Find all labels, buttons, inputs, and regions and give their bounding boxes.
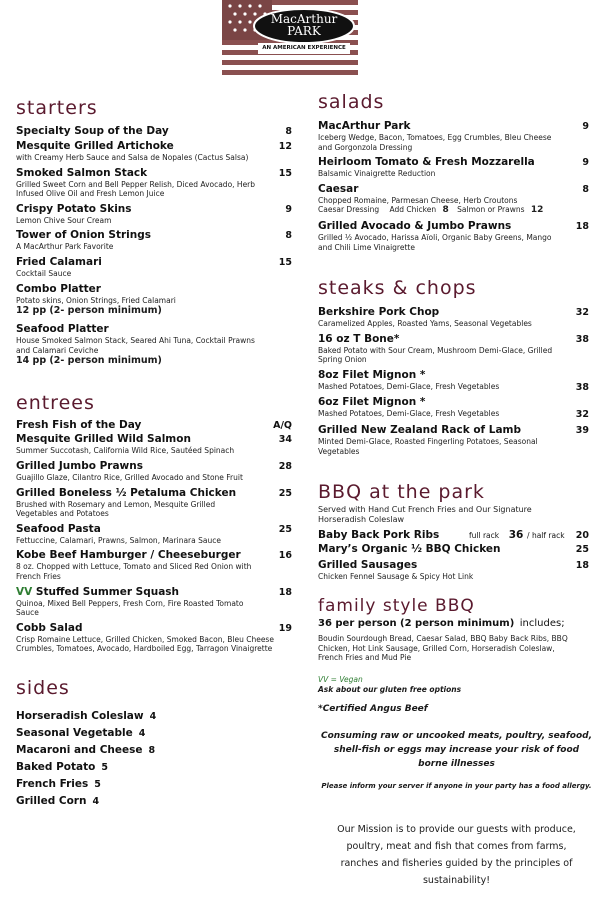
- item-name: Cobb Salad: [16, 621, 83, 634]
- sides-list: [16, 708, 298, 810]
- menu-item: [318, 220, 595, 252]
- item-desc: Baked Potato with Sour Cream, Mushroom Demi-Glace, Grilled Spring Onion: [318, 345, 553, 365]
- menu-item: [318, 333, 595, 365]
- right-column: [318, 91, 595, 889]
- item-desc: Potato skins, Onion Strings, Fried Calamari: [16, 295, 176, 305]
- full-rack-price: 36: [508, 528, 524, 541]
- item-name: 16 oz T Bone*: [318, 332, 400, 345]
- gluten-note: Ask about our gluten free options: [318, 684, 462, 694]
- item-price: 38: [575, 381, 589, 393]
- item-price: 18: [278, 586, 292, 598]
- item-name: Stuffed Summer Squash: [32, 585, 180, 598]
- angus-note: *Certified Angus Beef: [318, 703, 428, 714]
- item-name: MacArthur Park: [318, 120, 411, 132]
- menu-item: [16, 433, 298, 456]
- item-name: Seasonal Vegetable: [16, 726, 133, 739]
- item-price: 5: [101, 761, 108, 773]
- menu-item: [16, 229, 298, 252]
- item-price: 18: [575, 220, 589, 232]
- item-name: Mary’s Organic ½ BBQ Chicken: [318, 542, 501, 555]
- item-name: Horseradish Coleslaw: [16, 709, 144, 722]
- item-price: A/Q: [273, 420, 292, 432]
- item-desc: Summer Succotash, California Wild Rice, Sautéed Spinach: [16, 446, 235, 456]
- item-desc: Minted Demi-Glace, Roasted Fingerling Potatoes, Seasonal Vegetables: [318, 437, 538, 456]
- family-heading: family style BBQ: [318, 596, 475, 617]
- item-price: 19: [278, 622, 292, 634]
- item-price: 25: [278, 523, 292, 535]
- menu-item: [318, 396, 595, 419]
- logo-name: MacArthur: [270, 12, 338, 26]
- starters-heading: starters: [16, 97, 98, 119]
- item-desc: Mashed Potatoes, Demi-Glace, Fresh Vegetables: [318, 408, 500, 418]
- item-name: Crispy Potato Skins: [16, 202, 132, 215]
- item-desc: Quinoa, Mixed Bell Peppers, Fresh Corn, Fire Roasted Tomato Sauce: [16, 598, 244, 618]
- item-price: 9: [582, 121, 589, 132]
- mission-statement: Our Mission is to provide our guests with produce, poultry, meat and fish that comes from farms, ranches and fisheries guided by the principles of sustainability!: [337, 823, 576, 886]
- menu-item: [318, 156, 595, 179]
- item-name: Tower of Onion Strings: [16, 229, 152, 242]
- left-column: [16, 96, 298, 810]
- menu-item: [16, 256, 298, 279]
- salads-heading: salads: [318, 91, 385, 113]
- menu-item: [16, 487, 298, 519]
- item-name: Mesquite Grilled Artichoke: [16, 140, 174, 152]
- item-desc: Guajillo Glaze, Cilantro Rice, Grilled Avocado and Stone Fruit: [16, 472, 243, 482]
- addon-dressing: Caesar Dressing: [318, 205, 380, 215]
- bbq-heading: BBQ at the park: [318, 481, 485, 504]
- menu-item: [318, 559, 595, 582]
- item-price: 9: [285, 203, 292, 215]
- item-name-row: [16, 586, 298, 599]
- addon-chicken-price: 8: [442, 205, 449, 216]
- item-price: 4: [149, 710, 157, 722]
- half-rack-label: / half rack: [527, 530, 565, 540]
- logo-name-2: PARK: [287, 24, 321, 38]
- menu-item-ribs: [318, 529, 595, 542]
- menu-item: [16, 460, 298, 483]
- item-price: 4: [138, 727, 146, 739]
- item-price: 25: [278, 487, 292, 499]
- item-name: Seafood Pasta: [16, 522, 101, 535]
- item-name: Baby Back Pork Ribs: [318, 528, 440, 541]
- menu-item: [16, 125, 298, 138]
- item-price: 9: [582, 157, 589, 169]
- allergy-note: Please inform your server if anyone in your party has a food allergy.: [321, 781, 592, 790]
- item-desc: with Creamy Herb Sauce and Salsa de Nopales (Cactus Salsa): [16, 153, 249, 162]
- item-desc: Grilled ½ Avocado, Harissa Aïoli, Organic Baby Greens, Mango and Chili Lime Vinaigrette: [318, 232, 552, 252]
- item-desc: Grilled Sweet Corn and Bell Pepper Relish, Diced Avocado, Herb Infused Olive Oil and Fresh Lemon Juice: [16, 179, 256, 199]
- item-price: 8: [582, 183, 589, 195]
- item-name: French Fries: [16, 777, 89, 790]
- item-name: Heirloom Tomato & Fresh Mozzarella: [318, 156, 535, 169]
- item-name: Smoked Salmon Stack: [16, 166, 148, 179]
- item-price: 16: [278, 550, 292, 562]
- menu-item: [16, 323, 298, 367]
- item-desc: Brushed with Rosemary and Lemon, Mesquite Grilled Vegetables and Potatoes: [16, 499, 216, 519]
- menu-item: [318, 120, 595, 152]
- item-name: Berkshire Pork Chop: [318, 306, 440, 319]
- item-price: 25: [575, 543, 589, 555]
- item-name: Grilled Avocado & Jumbo Prawns: [318, 219, 512, 232]
- item-name: Fresh Fish of the Day: [16, 419, 142, 432]
- item-price: 39: [575, 425, 589, 437]
- full-rack-label: full rack: [469, 530, 500, 540]
- item-desc: Lemon Chive Sour Cream: [16, 215, 112, 225]
- item-desc: House Smoked Salmon Stack, Seared Ahi Tuna, Cocktail Prawns and Calamari Ceviche: [16, 336, 255, 355]
- menu-item: [16, 203, 298, 226]
- item-price: 32: [575, 408, 589, 420]
- item-price: 38: [575, 333, 589, 345]
- menu-item: [318, 306, 595, 329]
- logo-tagline: AN AMERICAN EXPERIENCE: [262, 45, 346, 51]
- item-price: 32: [575, 307, 589, 319]
- item-price: 5: [94, 778, 101, 790]
- menu-item: [16, 167, 298, 199]
- item-name: 8oz Filet Mignon *: [318, 368, 426, 381]
- item-name: Grilled New Zealand Rack of Lamb: [318, 424, 522, 437]
- addon-chicken: Add Chicken: [389, 205, 437, 215]
- side-item: [16, 725, 298, 742]
- item-price: 8: [285, 126, 292, 137]
- side-item: [16, 742, 298, 759]
- item-price: 8: [148, 744, 156, 756]
- item-note: 12 pp (2- person minimum): [16, 305, 162, 317]
- item-desc: Cocktail Sauce: [16, 268, 72, 278]
- menu-item: [318, 543, 595, 556]
- menu-item: [16, 283, 298, 318]
- menu-item: [318, 369, 595, 392]
- menu-item: [16, 622, 298, 654]
- item-name: Grilled Boneless ½ Petaluma Chicken: [16, 486, 237, 499]
- ribs-row: [318, 529, 595, 542]
- menu-item: [16, 549, 298, 581]
- item-name: Caesar: [318, 182, 359, 195]
- item-desc: Chicken Fennel Sausage & Spicy Hot Link: [318, 571, 474, 581]
- item-price: 8: [285, 230, 292, 242]
- menu-item: [318, 183, 595, 216]
- vegan-note: VV = Vegan: [318, 674, 363, 684]
- item-name: Macaroni and Cheese: [16, 743, 143, 756]
- menu-item: [16, 140, 298, 163]
- item-name: Specialty Soup of the Day: [16, 125, 169, 137]
- family-includes: includes;: [519, 618, 565, 630]
- family-price-line: [318, 617, 595, 630]
- item-price: 34: [278, 434, 292, 446]
- item-price: 15: [278, 167, 292, 179]
- item-price: 15: [278, 256, 292, 268]
- side-item: [16, 708, 298, 725]
- item-desc: Fettuccine, Calamari, Prawns, Salmon, Marinara Sauce: [16, 535, 221, 545]
- menu-item: [16, 523, 298, 546]
- addon-seafood: Salmon or Prawns: [457, 205, 525, 215]
- item-desc: Iceberg Wedge, Bacon, Tomatoes, Egg Crumbles, Bleu Cheese and Gorgonzola Dressing: [318, 133, 552, 152]
- item-name: Mesquite Grilled Wild Salmon: [16, 433, 191, 446]
- item-name: 6oz Filet Mignon *: [318, 395, 426, 408]
- caesar-addons: [318, 205, 595, 216]
- addon-seafood-price: 12: [530, 205, 544, 216]
- menu-item: [16, 419, 298, 432]
- item-name: Fried Calamari: [16, 255, 102, 268]
- food-safety-warning: Consuming raw or uncooked meats, poultry, seafood, shell-fish or eggs may increase your risk of food borne illnesses: [320, 730, 592, 769]
- item-name: Kobe Beef Hamburger / Cheeseburger: [16, 549, 241, 562]
- entrees-heading: entrees: [16, 392, 95, 415]
- item-price: 12: [278, 141, 292, 152]
- family-price: 36 per person (2 person minimum): [318, 618, 515, 630]
- logo: [222, 0, 358, 78]
- item-desc: Crisp Romaine Lettuce, Grilled Chicken, Smoked Bacon, Bleu Cheese Crumbles, Tomatoes, Avocado, Hardboiled Egg, Tarragon Vinaigrette: [16, 634, 274, 654]
- ribs-prices: [469, 529, 565, 542]
- item-desc: Mashed Potatoes, Demi-Glace, Fresh Vegetables: [318, 381, 500, 391]
- item-name: Grilled Jumbo Prawns: [16, 459, 143, 472]
- bbq-subtitle: Served with Hand Cut French Fries and Our Signature Horseradish Coleslaw: [318, 505, 532, 524]
- family-desc: Boudin Sourdough Bread, Caesar Salad, BBQ Baby Back Ribs, BBQ Chicken, Hot Link Sausage, Grilled Corn, Horseradish Coleslaw, French Fries and Mud Pie: [318, 634, 568, 663]
- item-note: 14 pp (2- person minimum): [16, 355, 162, 367]
- item-price: 4: [92, 795, 100, 807]
- item-name: Combo Platter: [16, 282, 101, 295]
- item-price: 20: [575, 529, 589, 541]
- item-price: 18: [575, 559, 589, 571]
- side-item: [16, 793, 298, 810]
- sides-heading: sides: [16, 676, 70, 699]
- item-name: Grilled Corn: [16, 794, 87, 807]
- item-name: Baked Potato: [16, 760, 96, 773]
- item-desc: A MacArthur Park Favorite: [16, 242, 114, 252]
- item-desc: Chopped Romaine, Parmesan Cheese, Herb Croutons: [318, 195, 518, 205]
- steaks-heading: steaks & chops: [318, 277, 477, 300]
- item-desc: 8 oz. Chopped with Lettuce, Tomato and Sliced Red Onion with French Fries: [16, 562, 252, 581]
- vegan-marker: VV: [16, 585, 33, 598]
- menu-item: [16, 586, 298, 618]
- side-item: [16, 776, 298, 793]
- menu-item: [318, 424, 595, 456]
- item-price: 28: [278, 460, 292, 472]
- item-name: Seafood Platter: [16, 323, 109, 336]
- item-name: Grilled Sausages: [318, 558, 418, 571]
- item-desc: Balsamic Vinaigrette Reduction: [318, 169, 436, 179]
- item-desc: Caramelized Apples, Roasted Yams, Seasonal Vegetables: [318, 319, 532, 329]
- side-item: [16, 759, 298, 776]
